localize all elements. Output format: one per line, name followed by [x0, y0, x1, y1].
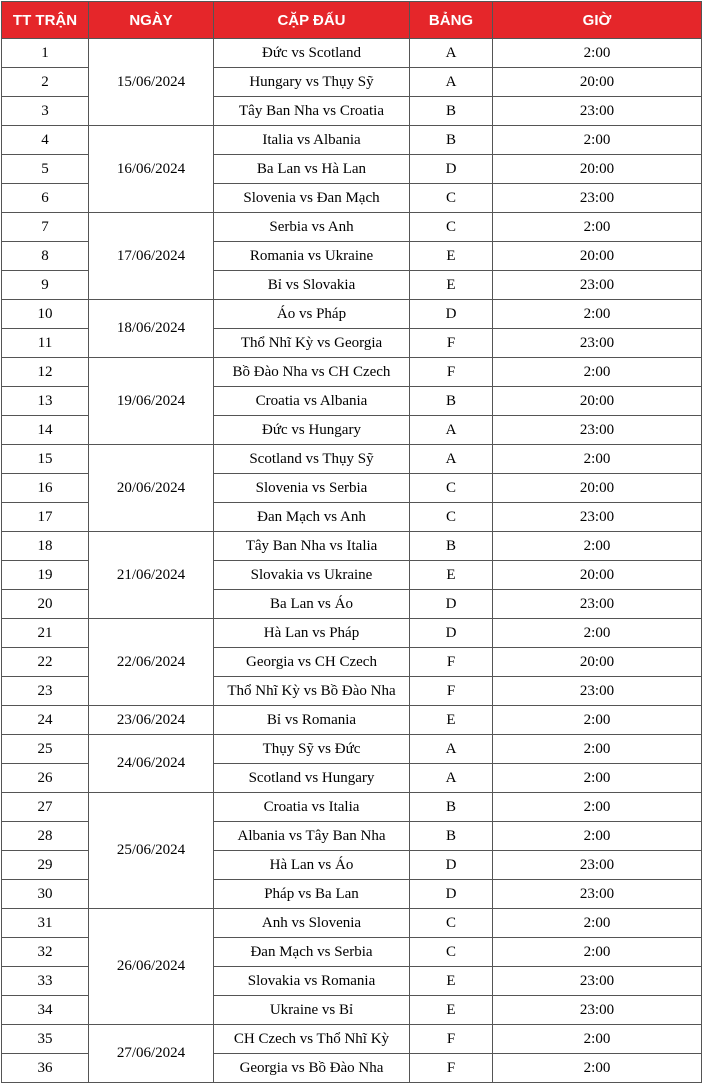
- fixture-cell: Đan Mạch vs Anh: [214, 503, 410, 532]
- match-number-cell: 16: [2, 474, 89, 503]
- kickoff-time-cell: 23:00: [493, 996, 702, 1025]
- kickoff-time-cell: 23:00: [493, 590, 702, 619]
- kickoff-time-cell: 2:00: [493, 39, 702, 68]
- kickoff-time-cell: 2:00: [493, 764, 702, 793]
- table-row: [2, 909, 702, 938]
- fixture-cell: Scotland vs Thụy Sỹ: [214, 445, 410, 474]
- kickoff-time-cell: 2:00: [493, 126, 702, 155]
- group-cell: F: [410, 358, 493, 387]
- fixture-cell: Georgia vs CH Czech: [214, 648, 410, 677]
- table-row: [2, 213, 702, 242]
- match-number-cell: 21: [2, 619, 89, 648]
- match-number-cell: 31: [2, 909, 89, 938]
- table-row: [2, 126, 702, 155]
- match-number-cell: 23: [2, 677, 89, 706]
- match-number-cell: 6: [2, 184, 89, 213]
- match-number-cell: 9: [2, 271, 89, 300]
- kickoff-time-cell: 2:00: [493, 793, 702, 822]
- group-cell: C: [410, 213, 493, 242]
- match-number-cell: 11: [2, 329, 89, 358]
- match-number-cell: 27: [2, 793, 89, 822]
- match-number-cell: 34: [2, 996, 89, 1025]
- fixture-cell: Anh vs Slovenia: [214, 909, 410, 938]
- match-number-cell: 36: [2, 1054, 89, 1083]
- kickoff-time-cell: 2:00: [493, 706, 702, 735]
- schedule-body: [2, 39, 702, 1083]
- match-number-cell: 7: [2, 213, 89, 242]
- fixture-cell: Scotland vs Hungary: [214, 764, 410, 793]
- group-cell: E: [410, 242, 493, 271]
- match-date-cell: 25/06/2024: [89, 793, 214, 909]
- group-cell: C: [410, 474, 493, 503]
- fixture-cell: Hà Lan vs Áo: [214, 851, 410, 880]
- group-cell: C: [410, 184, 493, 213]
- match-number-cell: 20: [2, 590, 89, 619]
- fixture-cell: Italia vs Albania: [214, 126, 410, 155]
- match-number-cell: 12: [2, 358, 89, 387]
- group-cell: A: [410, 445, 493, 474]
- match-date-cell: 17/06/2024: [89, 213, 214, 300]
- header-fixture: CẶP ĐẤU: [214, 2, 410, 39]
- kickoff-time-cell: 20:00: [493, 68, 702, 97]
- fixture-cell: Croatia vs Italia: [214, 793, 410, 822]
- match-date-cell: 18/06/2024: [89, 300, 214, 358]
- match-date-cell: 27/06/2024: [89, 1025, 214, 1083]
- fixture-cell: Thổ Nhĩ Kỳ vs Georgia: [214, 329, 410, 358]
- fixture-cell: Georgia vs Bồ Đào Nha: [214, 1054, 410, 1083]
- kickoff-time-cell: 23:00: [493, 503, 702, 532]
- group-cell: F: [410, 648, 493, 677]
- match-date-cell: 24/06/2024: [89, 735, 214, 793]
- group-cell: F: [410, 1025, 493, 1054]
- match-number-cell: 22: [2, 648, 89, 677]
- match-number-cell: 30: [2, 880, 89, 909]
- fixture-cell: Croatia vs Albania: [214, 387, 410, 416]
- match-number-cell: 19: [2, 561, 89, 590]
- group-cell: A: [410, 764, 493, 793]
- match-number-cell: 25: [2, 735, 89, 764]
- fixture-cell: Tây Ban Nha vs Italia: [214, 532, 410, 561]
- group-cell: B: [410, 532, 493, 561]
- fixture-cell: Pháp vs Ba Lan: [214, 880, 410, 909]
- table-row: [2, 532, 702, 561]
- match-number-cell: 17: [2, 503, 89, 532]
- group-cell: B: [410, 822, 493, 851]
- kickoff-time-cell: 2:00: [493, 300, 702, 329]
- fixture-cell: Hà Lan vs Pháp: [214, 619, 410, 648]
- match-date-cell: 23/06/2024: [89, 706, 214, 735]
- match-number-cell: 4: [2, 126, 89, 155]
- group-cell: B: [410, 126, 493, 155]
- group-cell: B: [410, 97, 493, 126]
- kickoff-time-cell: 2:00: [493, 1054, 702, 1083]
- fixture-cell: CH Czech vs Thổ Nhĩ Kỳ: [214, 1025, 410, 1054]
- match-number-cell: 14: [2, 416, 89, 445]
- kickoff-time-cell: 20:00: [493, 561, 702, 590]
- group-cell: E: [410, 967, 493, 996]
- header-match-number: TT TRẬN: [2, 2, 89, 39]
- fixture-cell: Ba Lan vs Hà Lan: [214, 155, 410, 184]
- kickoff-time-cell: 20:00: [493, 648, 702, 677]
- kickoff-time-cell: 2:00: [493, 445, 702, 474]
- match-number-cell: 35: [2, 1025, 89, 1054]
- group-cell: E: [410, 561, 493, 590]
- kickoff-time-cell: 2:00: [493, 938, 702, 967]
- fixture-cell: Ba Lan vs Áo: [214, 590, 410, 619]
- group-cell: D: [410, 619, 493, 648]
- fixture-cell: Slovenia vs Đan Mạch: [214, 184, 410, 213]
- group-cell: A: [410, 68, 493, 97]
- header-time: GIỜ: [493, 2, 702, 39]
- group-cell: D: [410, 880, 493, 909]
- table-row: [2, 619, 702, 648]
- group-cell: B: [410, 793, 493, 822]
- group-cell: E: [410, 996, 493, 1025]
- kickoff-time-cell: 23:00: [493, 271, 702, 300]
- kickoff-time-cell: 23:00: [493, 880, 702, 909]
- kickoff-time-cell: 2:00: [493, 822, 702, 851]
- header-row: [2, 2, 702, 39]
- kickoff-time-cell: 23:00: [493, 329, 702, 358]
- kickoff-time-cell: 20:00: [493, 155, 702, 184]
- table-row: [2, 706, 702, 735]
- table-row: [2, 1025, 702, 1054]
- kickoff-time-cell: 2:00: [493, 213, 702, 242]
- group-cell: A: [410, 735, 493, 764]
- header-group: BẢNG: [410, 2, 493, 39]
- fixture-cell: Áo vs Pháp: [214, 300, 410, 329]
- fixture-cell: Slovenia vs Serbia: [214, 474, 410, 503]
- match-number-cell: 32: [2, 938, 89, 967]
- group-cell: C: [410, 909, 493, 938]
- match-number-cell: 10: [2, 300, 89, 329]
- match-number-cell: 26: [2, 764, 89, 793]
- group-cell: D: [410, 155, 493, 184]
- fixture-cell: Hungary vs Thụy Sỹ: [214, 68, 410, 97]
- group-cell: D: [410, 851, 493, 880]
- match-number-cell: 24: [2, 706, 89, 735]
- group-cell: A: [410, 416, 493, 445]
- table-row: [2, 793, 702, 822]
- match-date-cell: 16/06/2024: [89, 126, 214, 213]
- fixture-cell: Tây Ban Nha vs Croatia: [214, 97, 410, 126]
- fixture-cell: Đan Mạch vs Serbia: [214, 938, 410, 967]
- match-date-cell: 15/06/2024: [89, 39, 214, 126]
- fixture-cell: Albania vs Tây Ban Nha: [214, 822, 410, 851]
- kickoff-time-cell: 2:00: [493, 619, 702, 648]
- fixture-cell: Bỉ vs Romania: [214, 706, 410, 735]
- fixture-cell: Slovakia vs Ukraine: [214, 561, 410, 590]
- match-schedule-table: [1, 1, 702, 1083]
- match-date-cell: 22/06/2024: [89, 619, 214, 706]
- kickoff-time-cell: 23:00: [493, 97, 702, 126]
- match-number-cell: 29: [2, 851, 89, 880]
- fixture-cell: Đức vs Scotland: [214, 39, 410, 68]
- group-cell: E: [410, 706, 493, 735]
- kickoff-time-cell: 2:00: [493, 1025, 702, 1054]
- group-cell: E: [410, 271, 493, 300]
- match-date-cell: 20/06/2024: [89, 445, 214, 532]
- fixture-cell: Thổ Nhĩ Kỳ vs Bồ Đào Nha: [214, 677, 410, 706]
- kickoff-time-cell: 23:00: [493, 851, 702, 880]
- fixture-cell: Bỉ vs Slovakia: [214, 271, 410, 300]
- match-date-cell: 26/06/2024: [89, 909, 214, 1025]
- match-number-cell: 18: [2, 532, 89, 561]
- header-date: NGÀY: [89, 2, 214, 39]
- match-number-cell: 33: [2, 967, 89, 996]
- kickoff-time-cell: 2:00: [493, 909, 702, 938]
- table-row: [2, 300, 702, 329]
- fixture-cell: Thụy Sỹ vs Đức: [214, 735, 410, 764]
- kickoff-time-cell: 20:00: [493, 474, 702, 503]
- group-cell: D: [410, 590, 493, 619]
- fixture-cell: Serbia vs Anh: [214, 213, 410, 242]
- fixture-cell: Đức vs Hungary: [214, 416, 410, 445]
- kickoff-time-cell: 23:00: [493, 967, 702, 996]
- table-row: [2, 445, 702, 474]
- kickoff-time-cell: 23:00: [493, 677, 702, 706]
- group-cell: B: [410, 387, 493, 416]
- kickoff-time-cell: 23:00: [493, 184, 702, 213]
- match-number-cell: 15: [2, 445, 89, 474]
- match-number-cell: 5: [2, 155, 89, 184]
- group-cell: F: [410, 1054, 493, 1083]
- match-date-cell: 19/06/2024: [89, 358, 214, 445]
- kickoff-time-cell: 2:00: [493, 532, 702, 561]
- table-row: [2, 358, 702, 387]
- fixture-cell: Ukraine vs Bỉ: [214, 996, 410, 1025]
- group-cell: D: [410, 300, 493, 329]
- match-number-cell: 8: [2, 242, 89, 271]
- match-date-cell: 21/06/2024: [89, 532, 214, 619]
- match-number-cell: 2: [2, 68, 89, 97]
- match-number-cell: 1: [2, 39, 89, 68]
- fixture-cell: Romania vs Ukraine: [214, 242, 410, 271]
- group-cell: C: [410, 503, 493, 532]
- match-number-cell: 28: [2, 822, 89, 851]
- fixture-cell: Bồ Đào Nha vs CH Czech: [214, 358, 410, 387]
- kickoff-time-cell: 20:00: [493, 387, 702, 416]
- kickoff-time-cell: 23:00: [493, 416, 702, 445]
- fixture-cell: Slovakia vs Romania: [214, 967, 410, 996]
- group-cell: F: [410, 329, 493, 358]
- table-row: [2, 39, 702, 68]
- group-cell: F: [410, 677, 493, 706]
- group-cell: A: [410, 39, 493, 68]
- group-cell: C: [410, 938, 493, 967]
- table-row: [2, 735, 702, 764]
- kickoff-time-cell: 2:00: [493, 358, 702, 387]
- kickoff-time-cell: 2:00: [493, 735, 702, 764]
- match-number-cell: 13: [2, 387, 89, 416]
- match-number-cell: 3: [2, 97, 89, 126]
- kickoff-time-cell: 20:00: [493, 242, 702, 271]
